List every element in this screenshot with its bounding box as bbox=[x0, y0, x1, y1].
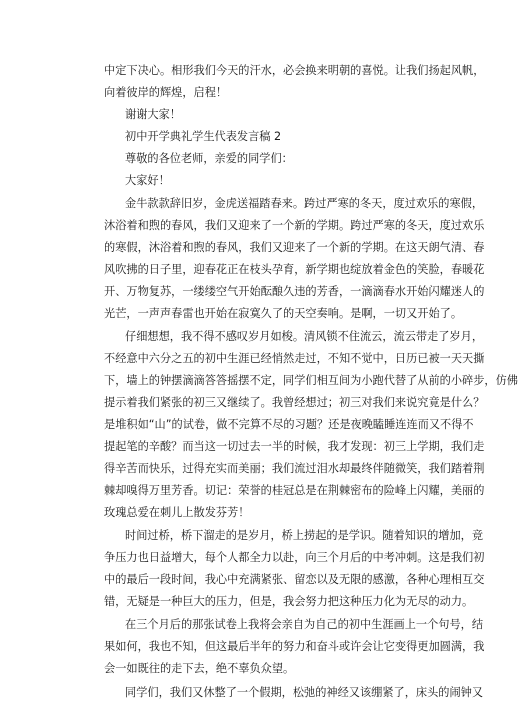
text-line: 仔细想想，我不得不感叹岁月如梭。清风锁不住流云，流云带走了岁月， bbox=[125, 330, 484, 343]
text-line: 果如何，我也不知，但这最后半年的努力和奋斗或许会让它变得更加圆满，我 bbox=[104, 640, 485, 653]
text-line: 光芒，一声声春雷也开始在寂寞久了的天空奏响。是啊，一切又开始了。 bbox=[104, 307, 463, 320]
text-line: 中定下决心。相形我们今天的汗水，必会换来明朝的喜悦。让我们扬起风帆， bbox=[104, 64, 485, 77]
text-line: 提起笔的辛酸？而当这一切过去一半的时候，我才发现：初三上学期，我们走 bbox=[104, 440, 485, 453]
text-line: 中的最后一段时间，我心中充满紧张、留恋以及无限的感激，各种心理相互交 bbox=[104, 573, 485, 586]
text-line: 的寒假，沐浴着和煦的春风，我们又迎来了一个新的学期。在这天朗气清、春 bbox=[104, 241, 485, 254]
text-line: 会一如既往的走下去，绝不辜负众望。 bbox=[104, 662, 295, 675]
text-line: 沐浴着和煦的春风，我们又迎来了一个新的学期。跨过严寒的冬天，度过欢乐 bbox=[104, 219, 485, 232]
text-line: 金牛款款辞旧岁，金虎送福踏春来。跨过严寒的冬天，度过欢乐的寒假， bbox=[125, 197, 484, 210]
text-line: 错，无疑是一种巨大的压力，但是，我会努力把这种压力化为无尽的动力。 bbox=[104, 595, 474, 608]
text-line: 争压力也日益增大，每个人都全力以赴，向三个月后的中考冲刺。这是我们初 bbox=[104, 551, 485, 564]
text-line: 时间过桥，桥下溜走的是岁月，桥上捞起的是学识。随着知识的增加，竞 bbox=[125, 529, 484, 542]
text-line: 谢谢大家！ bbox=[125, 108, 181, 121]
text-line: 棘却嗅得万里芳香。切记：荣誉的桂冠总是在荆棘密布的险峰上闪耀，美丽的 bbox=[104, 484, 485, 497]
text-line: 风吹拂的日子里，迎春花正在枝头孕育，新学期也绽放着金色的笑脸，春暖花 bbox=[104, 263, 485, 276]
greeting: 大家好！ bbox=[125, 174, 170, 187]
text-line: 得辛苦而快乐，过得充实而美丽；我们流过泪水却最终伴随微笑，我们踏着荆 bbox=[104, 462, 485, 475]
text-line: 玫瑰总爱在刺儿上散发芬芳！ bbox=[104, 506, 250, 519]
text-line: 开、万物复苏，一缕缕空气开始酝酿久违的芳香，一滴滴春水开始闪耀迷人的 bbox=[104, 285, 485, 298]
text-line: 是堆积如“山”的试卷，做不完算不尽的习题？还是夜晚瞌睡连连而又不得不 bbox=[104, 418, 474, 431]
salutation: 尊敬的各位老师，亲爱的同学们： bbox=[125, 152, 293, 165]
text-line: 同学们，我们又休整了一个假期，松弛的神经又该绷紧了，床头的闹钟又 bbox=[125, 686, 484, 699]
section-heading: 初中开学典礼学生代表发言稿 2 bbox=[125, 130, 282, 143]
text-line: 下，墙上的钟摆滴滴答答摇摆不定，同学们相互间为小跑代替了从前的小碎步，仿佛 bbox=[104, 374, 518, 387]
text-line: 向着彼岸的辉煌，启程！ bbox=[104, 86, 228, 99]
text-line: 在三个月后的那张试卷上我将会亲自为自己的初中生涯画上一个句号，结 bbox=[125, 618, 484, 631]
text-line: 不经意中六分之五的初中生涯已经悄然走过，不知不觉中，日历已被一天天撕 bbox=[104, 352, 485, 365]
text-line: 提示着我们紧张的初三又继续了。我曾经想过；初三对我们来说究竟是什么？ bbox=[104, 396, 485, 409]
